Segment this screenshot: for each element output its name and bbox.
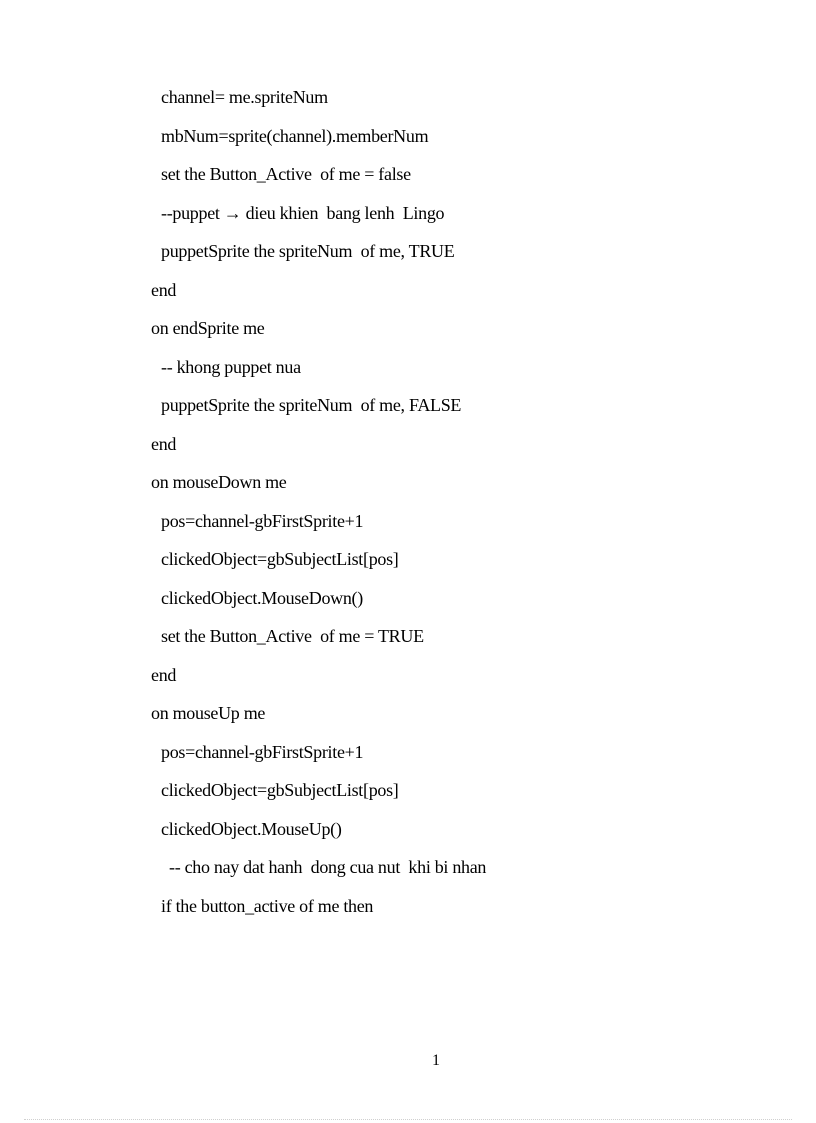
code-line: clickedObject.MouseDown()	[161, 587, 363, 608]
code-line: puppetSprite the spriteNum of me, FALSE	[161, 395, 462, 415]
code-line: -- khong puppet nua	[161, 356, 301, 377]
code-line: set the Button_Active of me = false	[161, 164, 411, 184]
code-line: pos=channel-gbFirstSprite+1	[161, 510, 364, 531]
code-line: -- cho nay dat hanh dong cua nut khi bi nhan	[169, 857, 487, 877]
code-line: end	[151, 664, 177, 685]
code-line: channel= me.spriteNum	[161, 87, 328, 107]
code-line: puppetSprite the spriteNum of me, TRUE	[161, 241, 455, 261]
code-line: --puppet → dieu khien bang lenh Lingo	[161, 202, 445, 223]
code-line: on mouseDown me	[151, 472, 287, 492]
code-line: set the Button_Active of me = TRUE	[161, 626, 424, 646]
code-line: pos=channel-gbFirstSprite+1	[161, 741, 364, 762]
code-line: end	[151, 433, 177, 454]
code-line: mbNum=sprite(channel).memberNum	[161, 125, 429, 146]
page-number: 1	[432, 1052, 440, 1069]
code-line: end	[151, 279, 177, 300]
code-line: clickedObject=gbSubjectList[pos]	[161, 780, 399, 800]
code-line: clickedObject=gbSubjectList[pos]	[161, 549, 399, 569]
code-line: clickedObject.MouseUp()	[161, 818, 342, 839]
code-line: on endSprite me	[151, 318, 265, 338]
code-line: on mouseUp me	[151, 703, 266, 723]
page-bottom-divider	[24, 1119, 792, 1120]
code-block	[151, 85, 751, 932]
code-line: if the button_active of me then	[161, 895, 374, 916]
